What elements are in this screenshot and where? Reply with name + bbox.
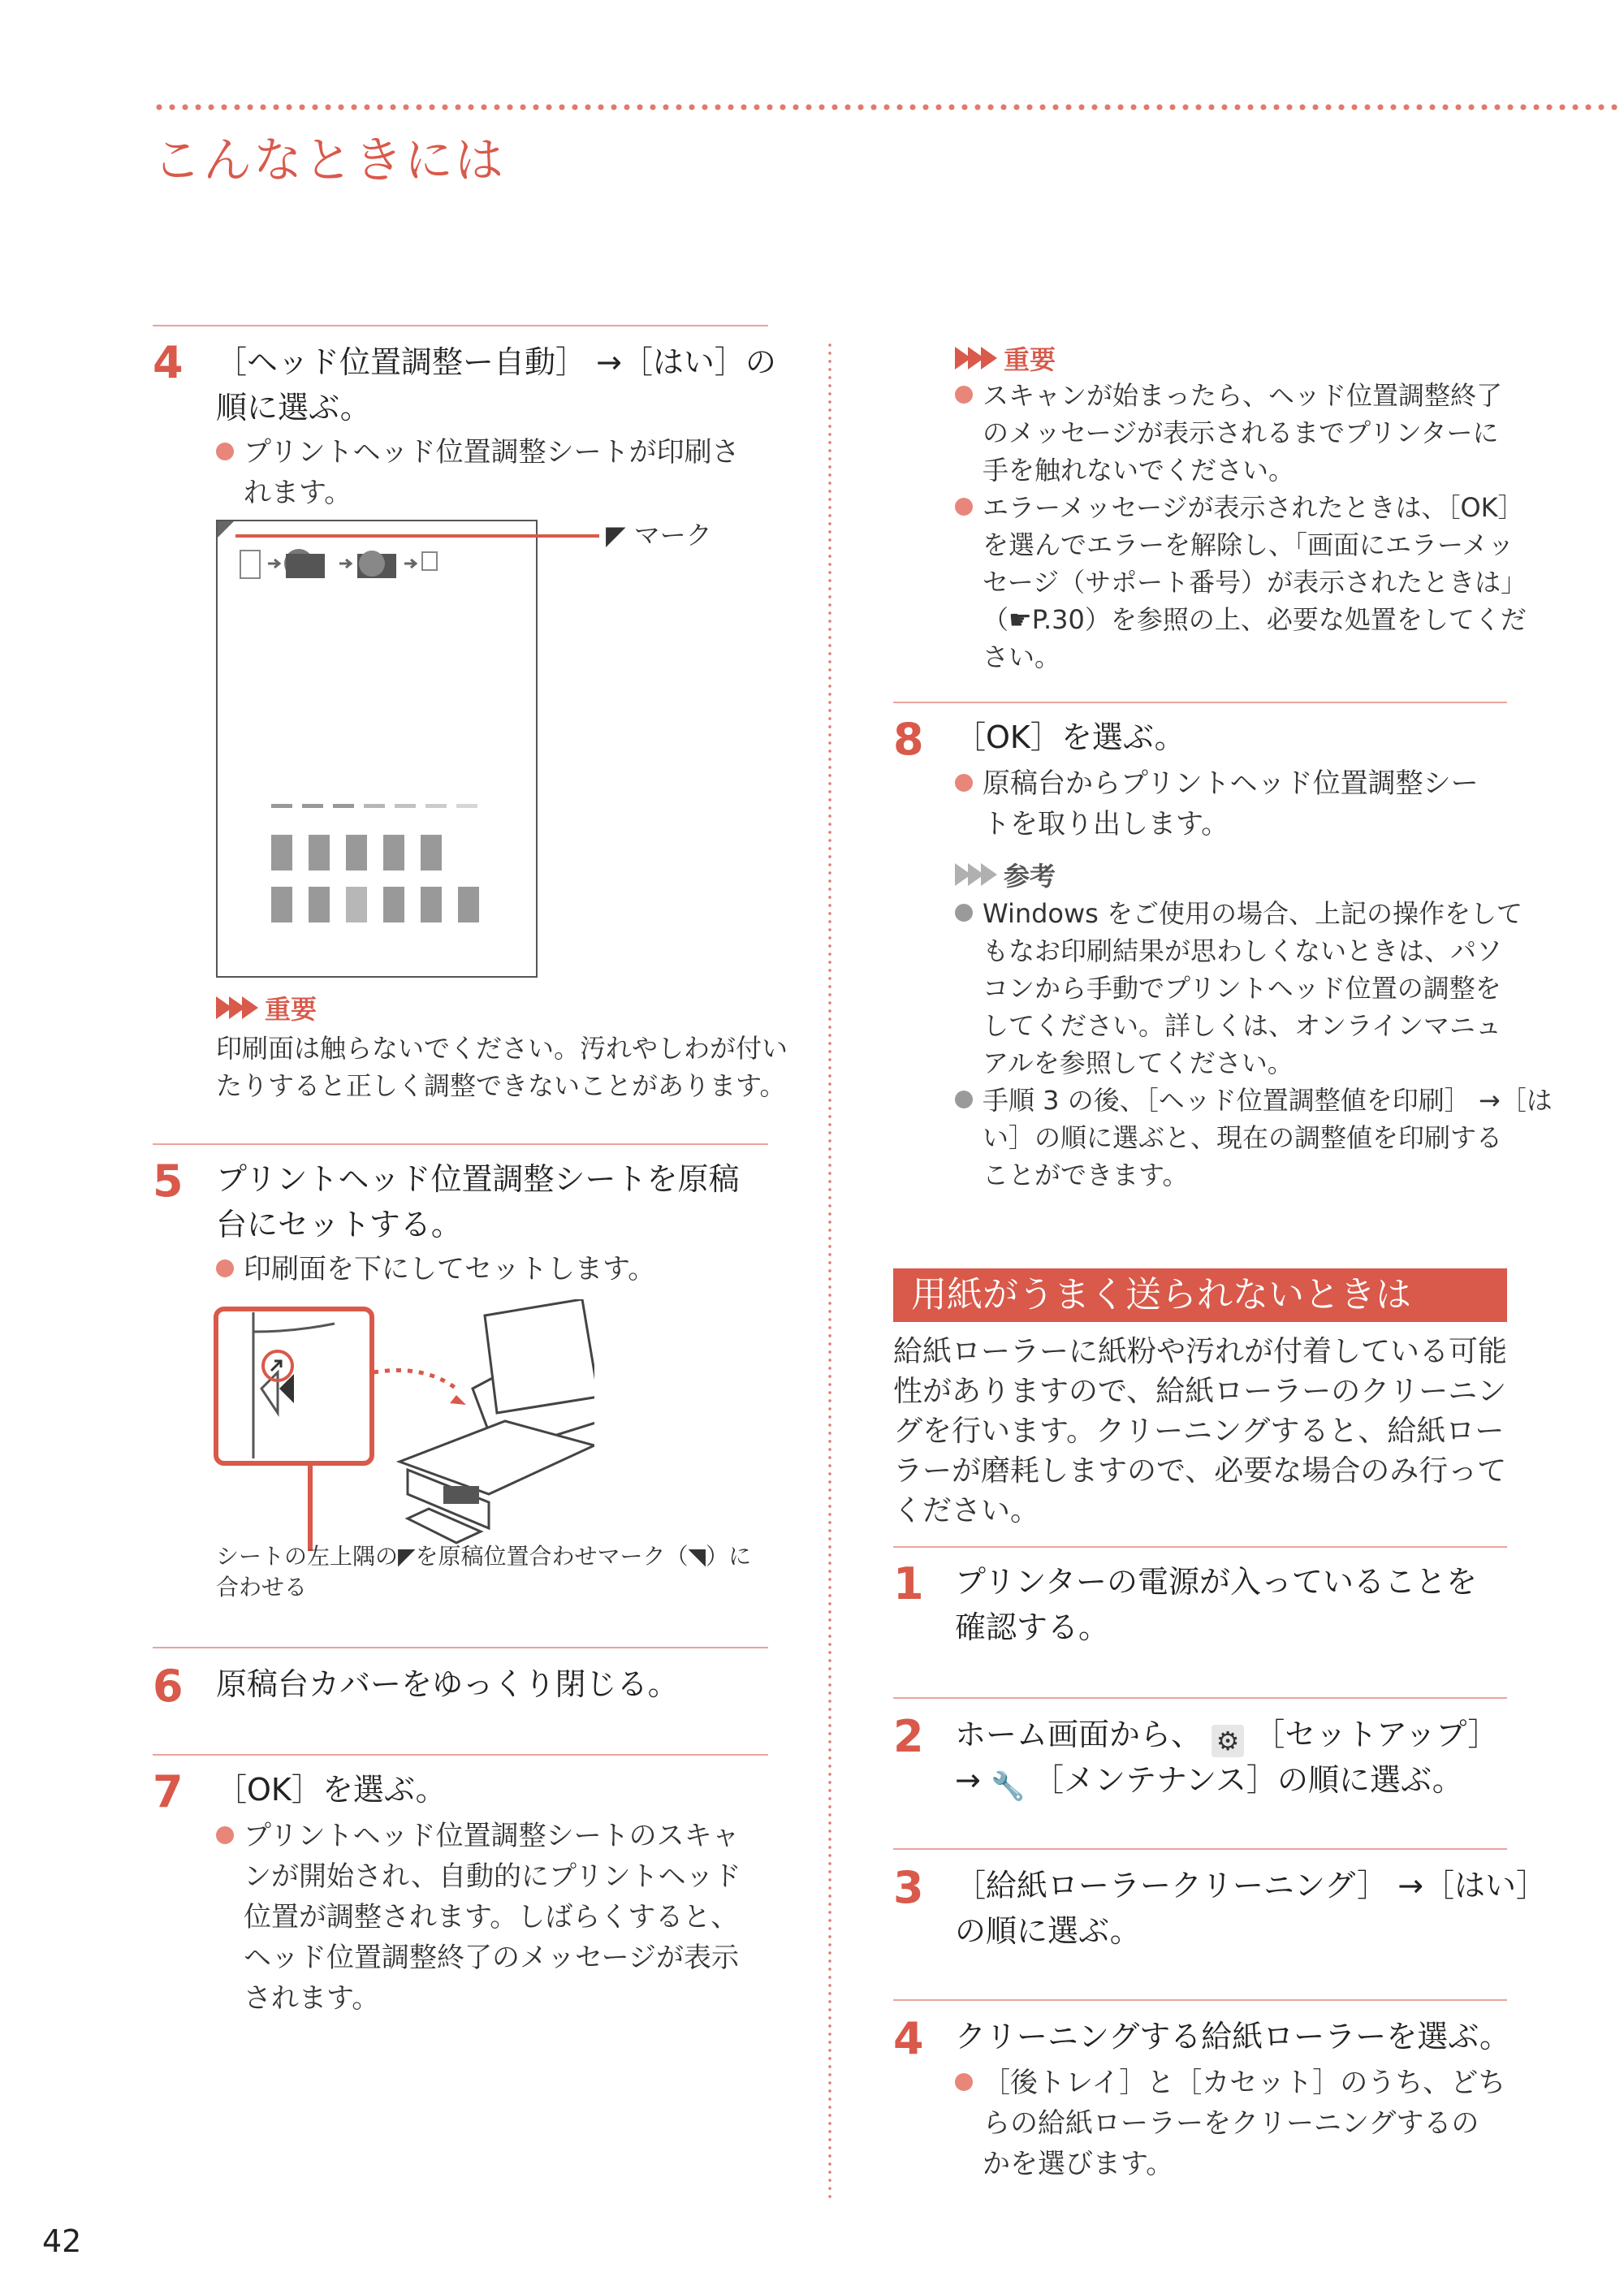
bullet-dot [955, 774, 973, 792]
divider [153, 1647, 768, 1648]
text-line: プリントヘッド位置調整シートが印刷さ [244, 436, 740, 469]
mark-pointer-line [235, 534, 599, 538]
maintenance-icon: 🔧 [990, 1770, 1026, 1803]
text-line: 印刷面を下にしてセットします。 [244, 1253, 656, 1285]
step-7-text: ［OK］を選ぶ。 [216, 1772, 447, 1808]
text-line: セージ（サポート番号）が表示されたときは」 [983, 567, 1527, 598]
text-line: のメッセージが表示されるまでプリンターに [983, 417, 1499, 448]
important-text [216, 1030, 788, 1104]
section-banner: 用紙がうまく送られないときは [893, 1268, 1507, 1322]
text-line: プリントヘッド位置調整シートのスキャ [244, 1820, 740, 1852]
text-line: Windows をご使用の場合、上記の操作をして [983, 898, 1523, 929]
section-step-4-text: クリーニングする給紙ローラーを選ぶ。 [955, 2019, 1511, 2054]
text-line: 原稿台からプリントヘッド位置調整シー [983, 767, 1479, 800]
section-step-4-bullet [955, 2063, 1505, 2184]
text-line: 台にセットする。 [216, 1207, 462, 1242]
text-line: たりすると正しく調整できないことがあります。 [216, 1070, 786, 1101]
sheet-graphic [218, 521, 536, 976]
text-line: ［メンテナンス］の順に選ぶ。 [1033, 1762, 1463, 1798]
page-title: こんなときには [153, 132, 505, 189]
bullet-dot [955, 386, 973, 404]
step-5-text [216, 1156, 739, 1247]
bullet-dot [216, 1826, 234, 1844]
text-line: ことができます。 [983, 1160, 1189, 1190]
text-line: アルを参照してください。 [983, 1048, 1294, 1078]
text-line: スキャンが始まったら、ヘッド位置調整終了 [983, 380, 1503, 411]
text-line: れます。 [244, 477, 352, 509]
chevron-icon [955, 863, 994, 886]
text-line: コンから手動でプリントヘッド位置の調整を [983, 973, 1501, 1004]
text-line: 手順 3 の後、［ヘッド位置調整値を印刷］ →［は [983, 1085, 1553, 1116]
gear-icon: ⚙ [1212, 1725, 1244, 1757]
step-8-text: ［OK］を選ぶ。 [955, 719, 1186, 755]
text-line: プリントヘッド位置調整シートを原稿 [216, 1161, 740, 1197]
step-number: 5 [153, 1156, 184, 1207]
column-divider [828, 341, 831, 2201]
step-number: 2 [893, 1711, 924, 1762]
step-4-text [216, 339, 776, 430]
text-line: プリンターの電源が入っていることを [955, 1564, 1477, 1600]
header-dotted-rule [153, 104, 1624, 110]
text-line: （☛P.30）を参照の上、必要な処置をしてくだ [983, 604, 1527, 635]
text-line: グを行います。クリーニングすると、給紙ロー [893, 1415, 1505, 1448]
text-line: ［ヘッド位置調整ー自動］ →［はい］の [216, 344, 776, 380]
text-line: さい。 [983, 642, 1061, 672]
important-heading [216, 989, 317, 1026]
step-number: 3 [893, 1862, 924, 1913]
text-line: ンが開始され、自動的にプリントヘッド [244, 1860, 741, 1893]
chevron-icon [955, 347, 994, 369]
chevron-icon [216, 996, 255, 1019]
important-heading [955, 339, 1056, 377]
text-line: 性がありますので、給紙ローラーのクリーニン [893, 1375, 1507, 1408]
alignment-sheet-illustration [216, 520, 538, 978]
step-5-bullet [216, 1249, 655, 1290]
step-number: 6 [153, 1661, 184, 1712]
step-number: 1 [893, 1558, 924, 1609]
step-8-bullet [955, 763, 1479, 845]
text-line: → [955, 1762, 981, 1798]
divider [893, 1697, 1507, 1699]
section-step-1-text [955, 1559, 1477, 1650]
step-number: 7 [153, 1766, 184, 1817]
text-line: ヘッド位置調整終了のメッセージが表示 [244, 1942, 739, 1974]
divider [153, 1754, 768, 1756]
reference-heading [955, 856, 1056, 893]
text-line: 確認する。 [955, 1609, 1110, 1645]
text-line: 順に選ぶ。 [216, 390, 371, 426]
bullet-dot [216, 1259, 234, 1277]
illustration-caption [216, 1541, 751, 1603]
section-intro [893, 1332, 1507, 1531]
bullet-dot [955, 2073, 973, 2091]
text-line: かを選びます。 [983, 2148, 1174, 2180]
step-4-bullet [216, 432, 740, 513]
page-number: 42 [42, 2223, 82, 2259]
text-line: ［セットアップ］ [1254, 1717, 1499, 1752]
text-line: ［後トレイ］と［カセット］のうち、どち [983, 2067, 1506, 2099]
step-6-text: 原稿台カバーをゆっくり閉じる。 [216, 1666, 679, 1702]
step-7-bullet [216, 1816, 741, 2019]
reference-text [955, 895, 1553, 1194]
divider [893, 1848, 1507, 1850]
text-line: ラーが磨耗しますので、必要な場合のみ行って [893, 1454, 1507, 1488]
important-text [955, 377, 1527, 676]
section-step-3-text [955, 1863, 1547, 1954]
printer-illustration [213, 1299, 594, 1551]
text-line: の順に選ぶ。 [955, 1913, 1141, 1949]
text-line: 位置が調整されます。しばらくすると、 [244, 1901, 739, 1933]
bullet-dot [955, 498, 973, 516]
mark-label: ◤ マーク [606, 520, 712, 551]
text-line: 印刷面は触らないでください。汚れやしわが付い [216, 1033, 788, 1064]
text-line: シートの左上隅の◤を原稿位置合わせマーク（◥）に [216, 1543, 752, 1570]
note-title: 重要 [265, 994, 317, 1025]
divider [153, 325, 768, 326]
divider [893, 702, 1507, 703]
text-line: 合わせる [216, 1574, 308, 1601]
divider [893, 1999, 1507, 2001]
text-line: 給紙ローラーに紙粉や汚れが付着している可能 [893, 1335, 1508, 1368]
text-line: ホーム画面から、 [955, 1717, 1203, 1752]
text-line: エラーメッセージが表示されたときは、［OK］ [983, 492, 1524, 523]
step-number: 4 [893, 2013, 924, 2064]
text-line: ［給紙ローラークリーニング］ →［はい］ [955, 1868, 1548, 1903]
text-line: もなお印刷結果が思わしくないときは、パソ [983, 935, 1503, 966]
text-line: されます。 [244, 1982, 380, 2015]
text-line: ください。 [893, 1494, 1040, 1527]
divider [153, 1143, 768, 1145]
section-step-2-text [955, 1712, 1499, 1803]
step-number: 8 [893, 714, 924, 765]
text-line: 手を触れないでください。 [983, 455, 1295, 486]
step-number: 4 [153, 337, 184, 388]
bullet-dot [955, 1091, 973, 1108]
bullet-dot [216, 443, 234, 460]
text-line: を選んでエラーを解除し、「画面にエラーメッ [983, 529, 1514, 560]
text-line: してください。詳しくは、オンラインマニュ [983, 1010, 1502, 1041]
note-title: 重要 [1004, 344, 1056, 375]
note-title: 参考 [1004, 861, 1056, 892]
text-line: トを取り出します。 [983, 808, 1229, 840]
bullet-dot [955, 904, 973, 922]
text-line: い］の順に選ぶと、現在の調整値を印刷する [983, 1122, 1503, 1153]
text-line: らの給紙ローラーをクリーニングするの [983, 2107, 1479, 2140]
divider [893, 1546, 1507, 1548]
